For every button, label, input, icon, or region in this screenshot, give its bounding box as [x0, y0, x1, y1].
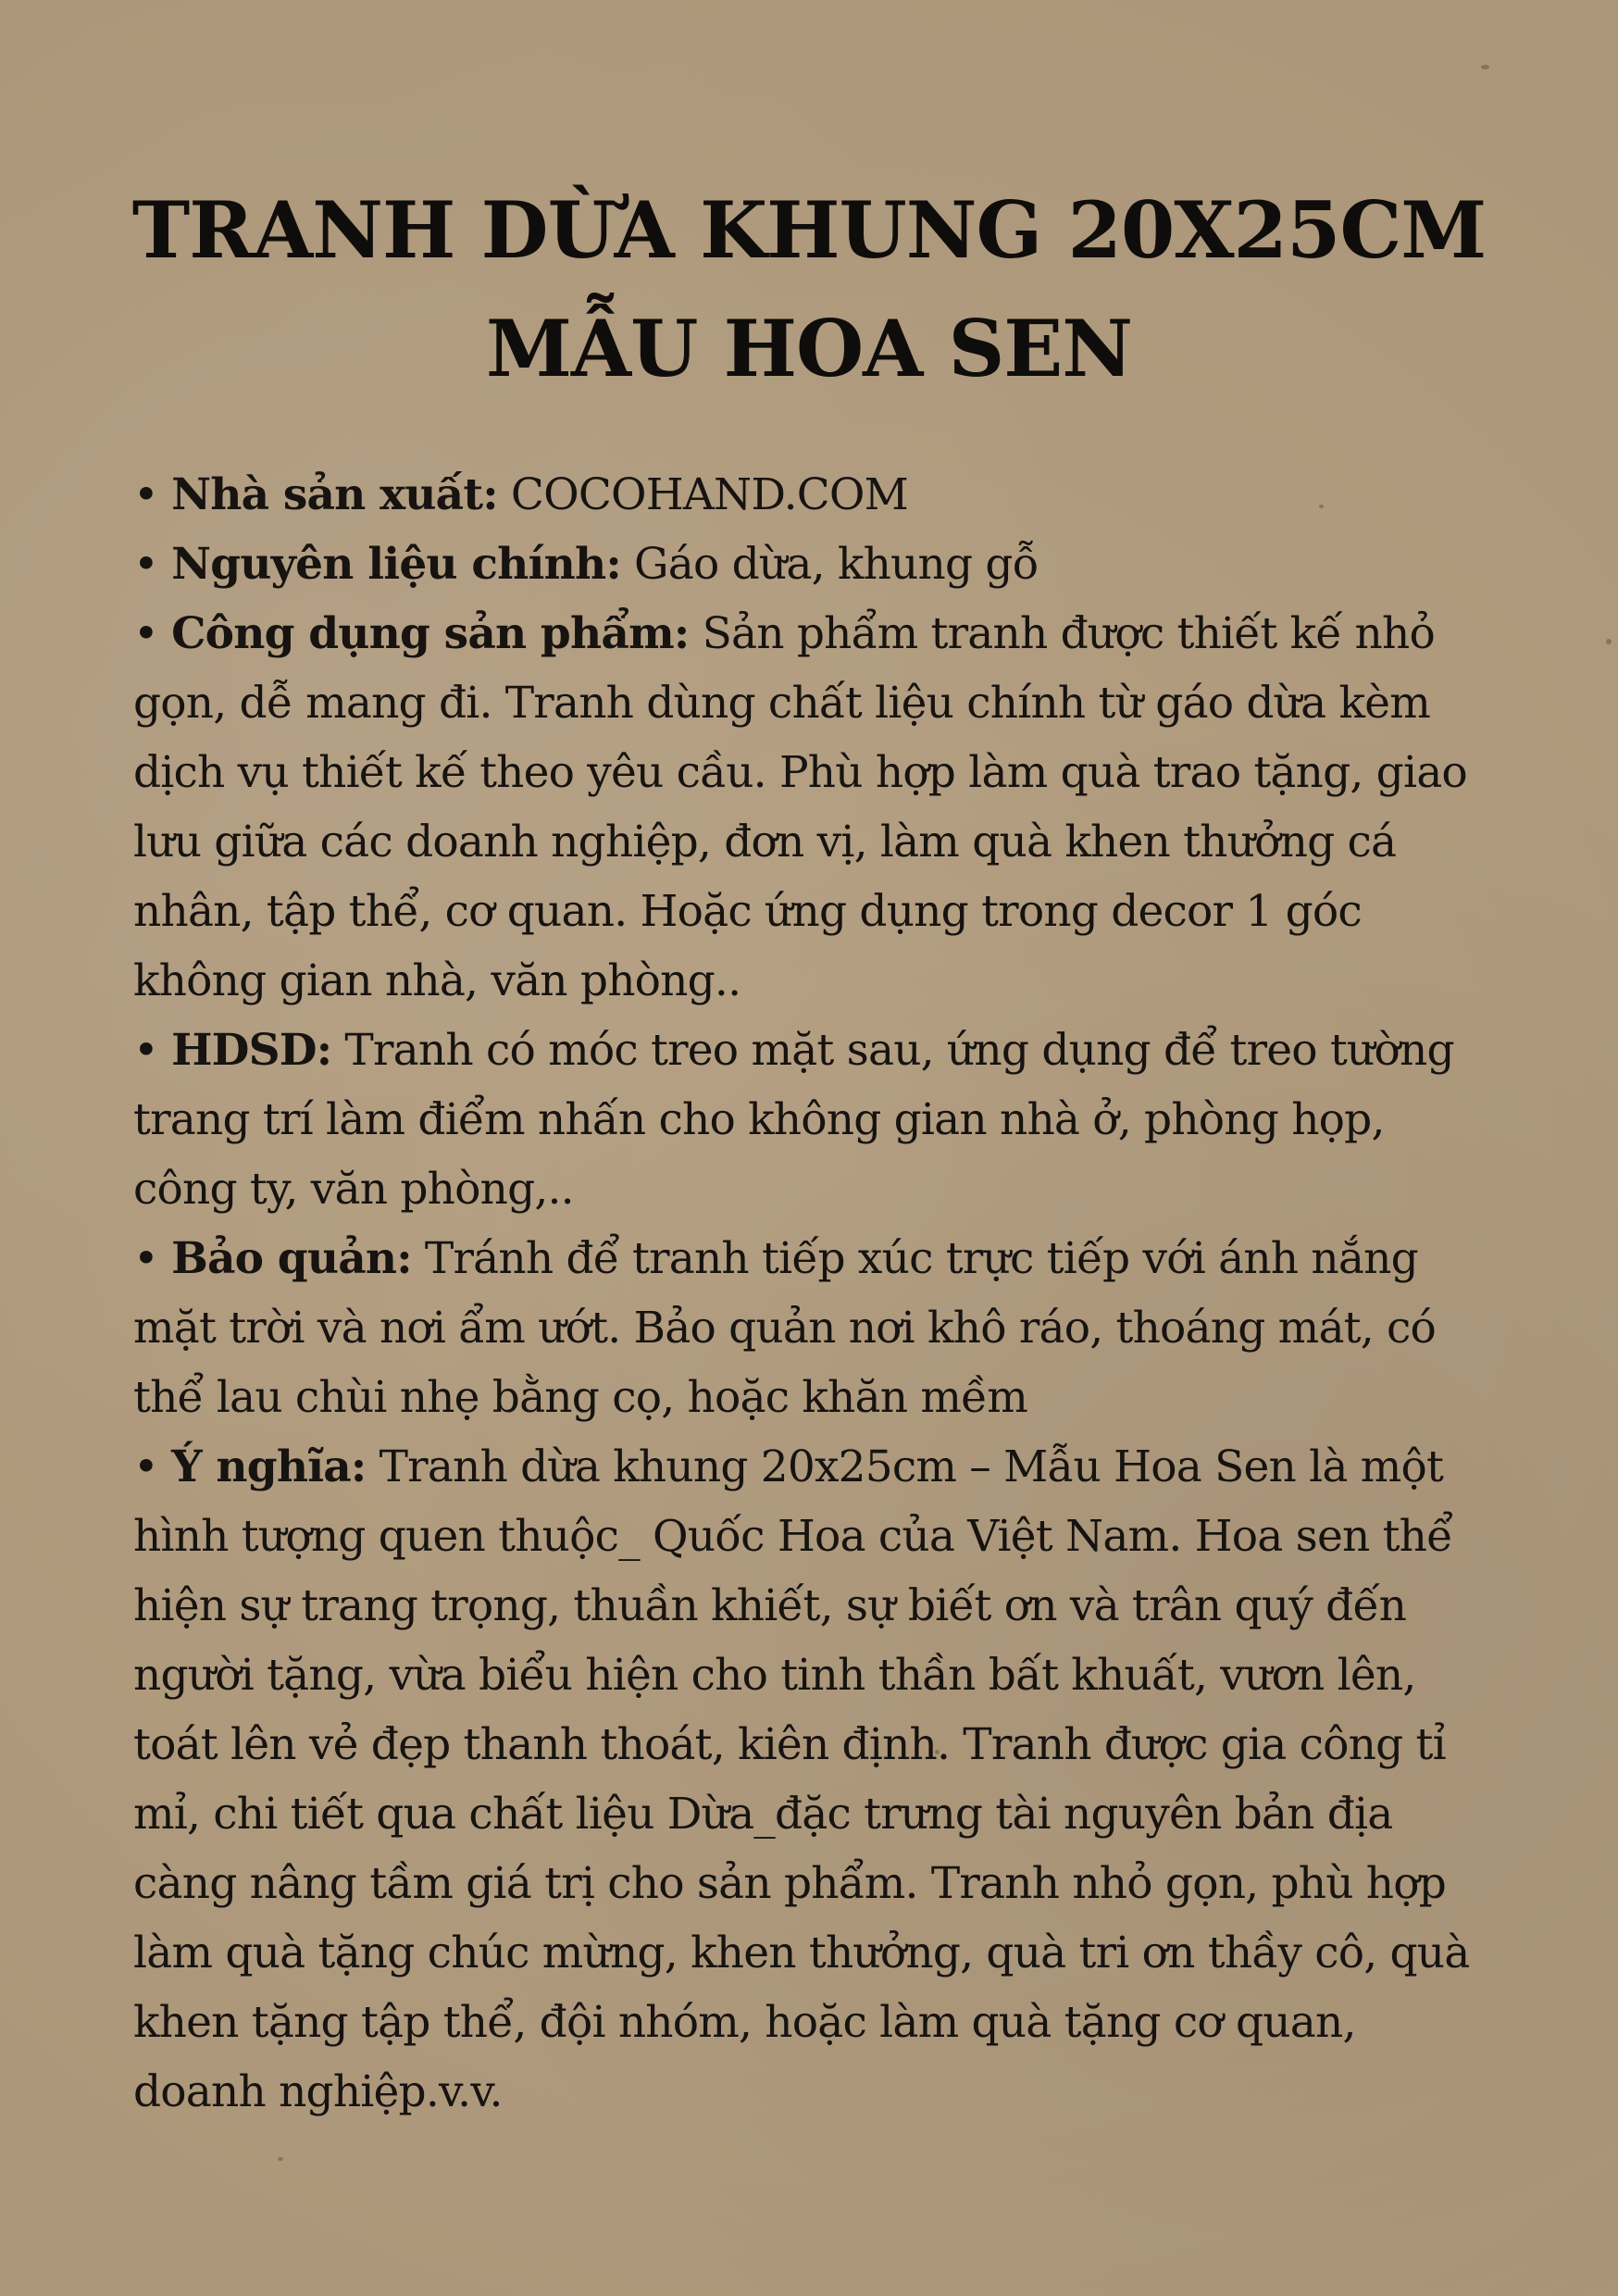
detail-label: Nguyên liệu chính:	[171, 539, 621, 590]
detail-text: Tranh có móc treo mặt sau, ứng dụng để treo tường trang trí làm điểm nhấn cho không gian nhà ở, phòng họp, công ty, văn phòng,..	[133, 1025, 1454, 1215]
bullet: •	[133, 1233, 172, 1284]
paper-speck	[1481, 65, 1489, 69]
bullet: •	[133, 469, 172, 520]
detail-meaning	[133, 1432, 1499, 2127]
detail-text: Gáo dừa, khung gỗ	[620, 539, 1039, 590]
detail-text: COCOHAND.COM	[497, 469, 908, 520]
title-line-1: TRANH DỪA KHUNG 20X25CM	[131, 184, 1487, 276]
detail-text: Tránh để tranh tiếp xúc trực tiếp với ánh nắng mặt trời và nơi ẩm ướt. Bảo quản nơi khô ráo, thoáng mát, có thể lau chùi nhẹ bằng cọ, hoặc khăn mềm	[133, 1233, 1437, 1423]
paper-speck	[1606, 639, 1612, 644]
product-details	[133, 460, 1499, 2127]
bullet: •	[133, 1025, 172, 1076]
detail-manufacturer	[133, 460, 1499, 530]
detail-instructions	[133, 1016, 1499, 1224]
bullet: •	[133, 1441, 172, 1492]
detail-label: Bảo quản:	[171, 1233, 412, 1284]
detail-usage	[133, 599, 1499, 1016]
detail-label: HDSD:	[171, 1025, 332, 1076]
detail-label: Công dụng sản phẩm:	[171, 608, 690, 659]
product-title	[0, 171, 1618, 408]
paper-speck	[278, 2157, 283, 2161]
detail-text: Tranh dừa khung 20x25cm – Mẫu Hoa Sen là một hình tượng quen thuộc_ Quốc Hoa của Việt Nam. Hoa sen thể hiện sự trang trọng, thuần khiết, sự biết ơn và trân quý đến người tặng, vừa biểu hiện cho tinh thần bất khuất, vươn lên, toát lên vẻ đẹp thanh thoát, kiên định. Tranh được gia công tỉ mỉ, chi tiết qua chất liệu Dừa_đặc trưng tài nguyên bản địa càng nâng tầm giá trị cho sản phẩm. Tranh nhỏ gọn, phù hợp làm quà tặng chúc mừng, khen thưởng, quà tri ơn thầy cô, quà khen tặng tập thể, đội nhóm, hoặc làm quà tặng cơ quan, doanh nghiệp.v.v.	[133, 1441, 1470, 2117]
detail-label: Ý nghĩa:	[171, 1441, 367, 1492]
detail-material	[133, 530, 1499, 599]
bullet: •	[133, 539, 172, 590]
bullet: •	[133, 608, 172, 659]
detail-label: Nhà sản xuất:	[171, 469, 498, 520]
detail-text: Sản phẩm tranh được thiết kế nhỏ gọn, dễ mang đi. Tranh dùng chất liệu chính từ gáo dừa kèm dịch vụ thiết kế theo yêu cầu. Phù hợp làm quà trao tặng, giao lưu giữa các doanh nghiệp, đơn vị, làm quà khen thưởng cá nhân, tập thể, cơ quan. Hoặc ứng dụng trong decor 1 góc không gian nhà, văn phòng..	[133, 608, 1467, 1006]
title-line-2: MẪU HOA SEN	[485, 303, 1133, 394]
detail-care	[133, 1224, 1499, 1432]
